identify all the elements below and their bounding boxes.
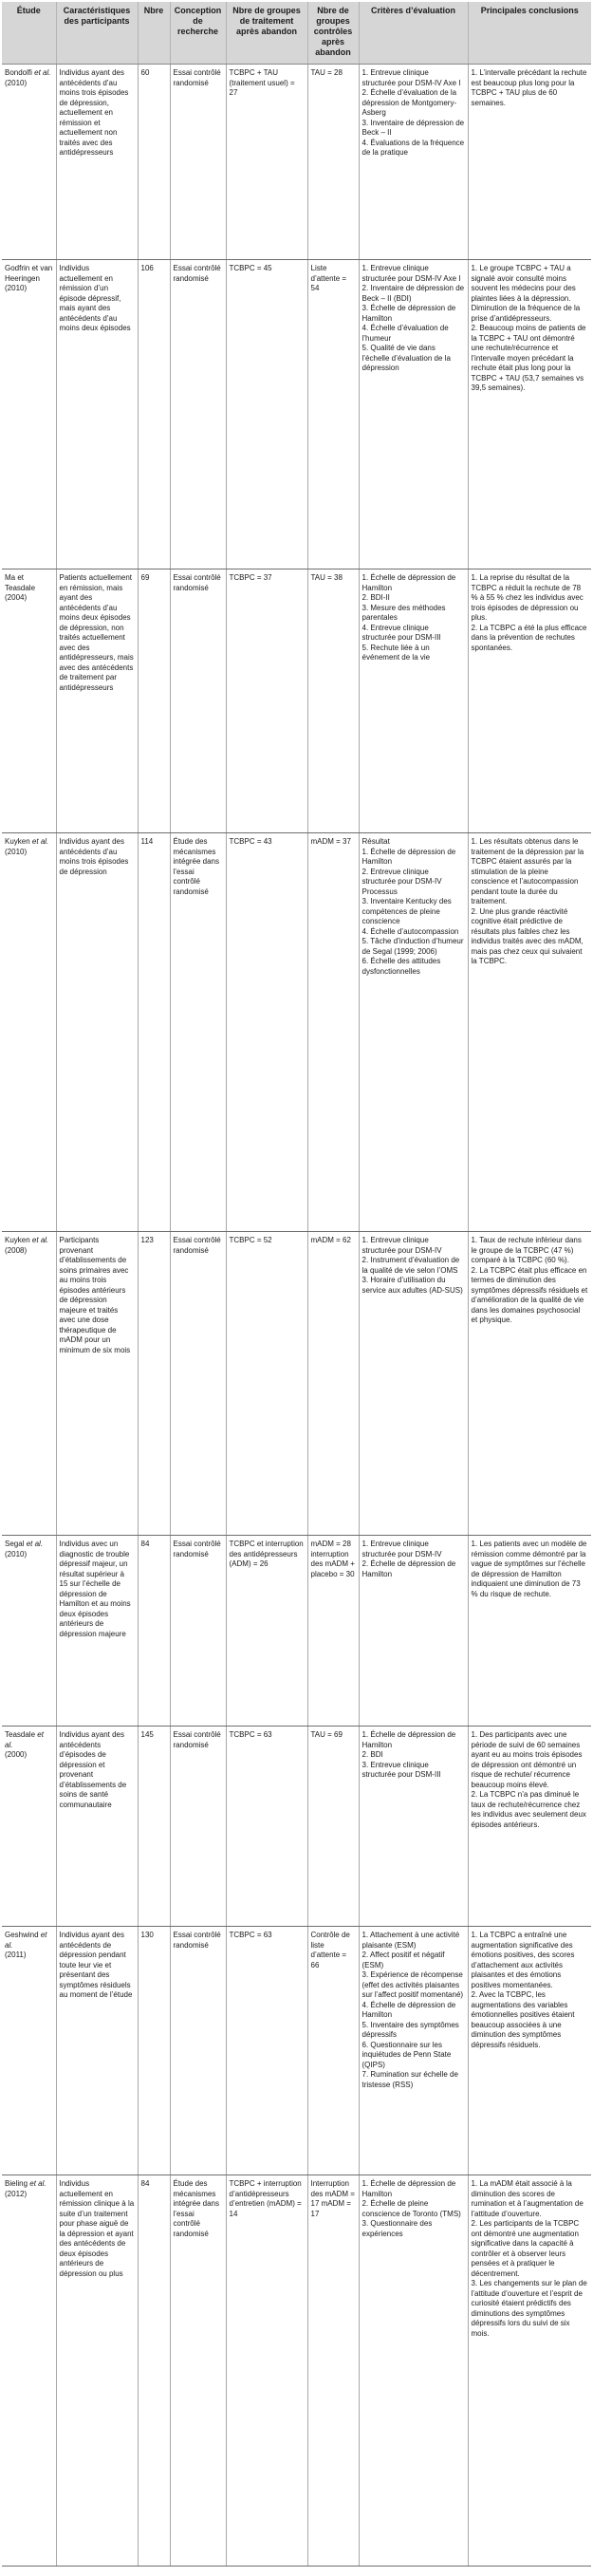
conclusions-cell xyxy=(468,65,591,260)
header-n: Nbre xyxy=(138,2,170,65)
n-cell: 84 xyxy=(138,2175,170,2567)
conclusions-cell xyxy=(468,260,591,569)
n-cell: 60 xyxy=(138,65,170,260)
study-author: Kuyken xyxy=(5,1236,30,1244)
study-etal: et al. xyxy=(29,2179,46,2188)
control-cell: Contrôle de liste d’attente = 66 xyxy=(307,1927,359,2175)
header-design: Conception de recherche xyxy=(170,2,226,65)
criteria-item: 6. Échelle des attitudes dysfonctionnelles xyxy=(361,957,441,976)
study-cell xyxy=(2,833,56,1232)
study-year: (2010) xyxy=(5,284,28,292)
conclusion-item: 1. Des participants avec une période de suivi de 60 semaines ayant eu au moins trois épisodes de dépression ont démontré un risque de rechute/ récurrence beaucoup moins élevé. xyxy=(471,1730,583,1789)
criteria-item: 3. Entrevue clinique structurée pour DSM-III xyxy=(361,1760,441,1779)
conclusion-item: 1. La mADM était associé à la diminution des scores de rumination et à l’augmentation de l’attitude d’ouverture. xyxy=(471,2179,584,2218)
conclusion-item: 2. La TCBPC n’a pas diminué le taux de rechute/récurrence chez les individus avec seulement deux épisodes antérieurs. xyxy=(471,1790,586,1829)
header-control: Nbre de groupes contrôles après abandon xyxy=(307,2,359,65)
criteria-item: 3. Mesure des méthodes parentales xyxy=(361,603,446,622)
design-cell: Essai contrôlé randomisé xyxy=(170,1232,226,1536)
criteria-item: 2. Échelle d’évaluation de la dépression de Montgomery-Asberg xyxy=(361,88,457,117)
participants-cell: Individus ayant des antécédents d’au moins trois épisodes de dépression, actuellement en rémission et actuellement non traités avec des antidépresseurs xyxy=(56,65,138,260)
criteria-cell xyxy=(359,2175,468,2567)
criteria-item: 3. Expérience de récompense (effet des activités plaisantes sur l’affect positif momentané) xyxy=(361,1970,464,1999)
design-cell: Essai contrôlé randomisé xyxy=(170,1927,226,2175)
criteria-item: 3. Horaire d’utilisation du service aux adultes (AD-SUS) xyxy=(361,1276,463,1295)
criteria-item: 5. Rechute liée à un événement de la vie xyxy=(361,643,431,662)
control-cell: TAU = 38 xyxy=(307,569,359,833)
conclusion-item: 2. Une plus grande réactivité cognitive était prédictive de résultats plus faibles chez les individus traités avec des mADM, mais pas chez ceux qui suivaient la TCBPC. xyxy=(471,906,584,965)
study-author: Godfrin et van Heeringen xyxy=(5,264,53,283)
criteria-item: 1. Entrevue clinique structurée pour DSM-IV Axe I xyxy=(361,264,461,283)
study-year: (2008) xyxy=(5,1245,28,1255)
study-year: (2000) xyxy=(5,1750,28,1759)
study-author: Geshwind xyxy=(5,1931,39,1939)
table-row xyxy=(2,1727,591,1927)
table-row xyxy=(2,2175,591,2567)
criteria-item: 4. Échelle d’autocompassion xyxy=(361,926,459,936)
participants-cell: Individus ayant des antécédents de dépression pendant toute leur vie et présentant des symptômes résiduels au moment de l’étude xyxy=(56,1927,138,2175)
study-cell xyxy=(2,2175,56,2567)
conclusions-cell xyxy=(468,569,591,833)
conclusions-cell xyxy=(468,1536,591,1727)
header-criteria: Critères d’évaluation xyxy=(359,2,468,65)
conclusions-cell xyxy=(468,2175,591,2567)
study-cell xyxy=(2,1536,56,1727)
design-cell: Étude des mécanismes intégrée dans l’essai contrôlé randomisé xyxy=(170,833,226,1232)
table-row xyxy=(2,833,591,1232)
criteria-item: 2. BDI-II xyxy=(361,593,390,602)
criteria-item: 7. Rumination sur échelle de tristesse (RSS) xyxy=(361,2070,458,2089)
conclusions-cell xyxy=(468,833,591,1232)
study-year: (2010) xyxy=(5,1549,28,1559)
conclusion-item: 1. Le groupe TCBPC + TAU a signalé avoir consulté moins souvent les médecins pour des plaintes liées à la dépression. Diminution de la fréquence de la prise d’antidépresseurs. xyxy=(471,264,581,323)
criteria-item: 4. Échelle d’évaluation de l’humeur xyxy=(361,324,449,343)
header-conclusions: Principales conclusions xyxy=(468,2,591,65)
study-etal: et al. xyxy=(26,1540,44,1548)
design-cell: Essai contrôlé randomisé xyxy=(170,1727,226,1927)
criteria-item: 3. Inventaire de dépression de Beck – II xyxy=(361,118,465,137)
n-cell: 123 xyxy=(138,1232,170,1536)
participants-cell: Individus avec un diagnostic de trouble dépressif majeur, un résultat supérieur à 15 sur l’échelle de dépression de Hamilton et au moins deux épisodes antérieurs de dépression majeure xyxy=(56,1536,138,1727)
participants-cell: Participants provenant d’établissements de soins primaires avec au moins trois épisodes antérieurs de dépression majeure et traités avec une dose thérapeutique de mADM pour un minimum de six mois xyxy=(56,1232,138,1536)
participants-cell: Individus ayant des antécédents d’épisodes de dépression et provenant d’établissements de soins de santé communautaire xyxy=(56,1727,138,1927)
treatment-cell: TCBPC = 52 xyxy=(226,1232,307,1536)
n-cell: 69 xyxy=(138,569,170,833)
study-cell xyxy=(2,569,56,833)
criteria-cell xyxy=(359,569,468,833)
criteria-item: 1. Échelle de dépression de Hamilton xyxy=(361,847,456,866)
header-participants: Caractéristiques des participants xyxy=(56,2,138,65)
criteria-cell xyxy=(359,1232,468,1536)
criteria-item: 2. Affect positif et négatif (ESM) xyxy=(361,1951,445,1969)
control-cell: Liste d’attente = 54 xyxy=(307,260,359,569)
criteria-cell xyxy=(359,65,468,260)
conclusion-item: 1. L’intervalle précédant la rechute est beaucoup plus long pour la TCBPC + TAU plus de 60 semaines. xyxy=(471,68,587,107)
criteria-cell xyxy=(359,833,468,1232)
study-cell xyxy=(2,1727,56,1927)
criteria-item: 1. Entrevue clinique structurée pour DSM-IV xyxy=(361,1236,442,1255)
conclusions-cell xyxy=(468,1232,591,1536)
criteria-item: Résultat xyxy=(361,837,390,846)
study-author: Segal xyxy=(5,1540,25,1548)
criteria-item: 2. BDI xyxy=(361,1750,383,1759)
criteria-item: 2. Instrument d’évaluation de la qualité de vie selon l’OMS xyxy=(361,1256,460,1275)
study-etal: et al. xyxy=(34,68,51,77)
table-row xyxy=(2,1232,591,1536)
criteria-item: 5. Inventaire des symptômes dépressifs xyxy=(361,2020,459,2039)
design-cell: Essai contrôlé randomisé xyxy=(170,65,226,260)
treatment-cell: TCBPC = 45 xyxy=(226,260,307,569)
study-author: Kuyken xyxy=(5,837,30,846)
conclusion-item: 2. La TCBPC a été la plus efficace dans la prévention de rechutes spontanées. xyxy=(471,623,587,652)
study-author: Teasdale xyxy=(5,1730,36,1739)
study-year: (2012) xyxy=(5,2189,28,2198)
control-cell: mADM = 28 interruption des mADM + placebo = 30 xyxy=(307,1536,359,1727)
study-cell xyxy=(2,260,56,569)
criteria-item: 2. Échelle de pleine conscience de Toronto (TMS) xyxy=(361,2199,461,2218)
treatment-cell: TCBPC = 63 xyxy=(226,1927,307,2175)
criteria-item: 2. Échelle de dépression de Hamilton xyxy=(361,1559,456,1578)
study-etal: et al. xyxy=(31,837,49,846)
study-year: (2011) xyxy=(5,1951,27,1959)
table-row xyxy=(2,65,591,260)
conclusion-item: 2. Beaucoup moins de patients de la TCBPC + TAU ont démontré une rechute/récurrence et l’intervalle moyen précédant la rechute était plus long pour la TCBPC + TAU (53,7 semaines vs 39,5 semaines). xyxy=(471,324,586,392)
criteria-item: 3. Échelle de dépression de Hamilton xyxy=(361,304,456,323)
studies-table xyxy=(2,2,591,2567)
header-treatment: Nbre de groupes de traitement après abandon xyxy=(226,2,307,65)
n-cell: 114 xyxy=(138,833,170,1232)
control-cell: Interruption des mADM = 17 mADM = 17 xyxy=(307,2175,359,2567)
criteria-item: 5. Tâche d’induction d’humeur de Segal (1999; 2006) xyxy=(361,937,464,956)
criteria-cell xyxy=(359,1536,468,1727)
table-row xyxy=(2,569,591,833)
study-cell xyxy=(2,65,56,260)
participants-cell: Patients actuellement en rémission, mais ayant des antécédents d’au moins deux épisodes de dépression, non traités actuellement avec des antidépresseurs, mais avec des antécédents de traitement par antidépresseurs xyxy=(56,569,138,833)
treatment-cell: TCBPC = 43 xyxy=(226,833,307,1232)
study-author: Ma et Teasdale xyxy=(5,573,36,592)
criteria-cell xyxy=(359,1727,468,1927)
n-cell: 130 xyxy=(138,1927,170,2175)
criteria-item: 2. Entrevue clinique structurée pour DSM-IV xyxy=(361,867,442,886)
header-row xyxy=(2,2,591,65)
criteria-item: Processus xyxy=(361,887,398,896)
conclusion-item: 2. Avec la TCBPC, les augmentations des variables émotionnelles positives étaient beaucoup associées à une diminution des symptômes dépressifs résiduels. xyxy=(471,1990,575,2049)
conclusion-item: 2. La TCBPC était plus efficace en termes de diminution des symptômes dépressifs résiduels et d’amélioration de la qualité de vie dans les domaines psychosocial et physique. xyxy=(471,1265,588,1324)
n-cell: 106 xyxy=(138,260,170,569)
criteria-item: 3. Inventaire Kentucky des compétences de pleine conscience xyxy=(361,897,452,925)
criteria-item: 1. Entrevue clinique structurée pour DSM-IV xyxy=(361,1540,442,1559)
participants-cell: Individus ayant des antécédents d’au moins trois épisodes de dépression xyxy=(56,833,138,1232)
conclusion-item: 1. Taux de rechute inférieur dans le groupe de la TCBPC (47 %) comparé à la TCBPC (60 %). xyxy=(471,1236,582,1264)
criteria-item: 6. Questionnaire sur les inquiétudes de Penn State (QIPS) xyxy=(361,2040,452,2069)
criteria-cell xyxy=(359,1927,468,2175)
conclusions-cell xyxy=(468,1727,591,1927)
n-cell: 84 xyxy=(138,1536,170,1727)
conclusion-item: 1. La reprise du résultat de la TCBPC a réduit la rechute de 78 % à 55 % chez les individus avec trois épisodes de dépression ou plus. xyxy=(471,573,584,622)
treatment-cell: TCBPC = 63 xyxy=(226,1727,307,1927)
study-year: (2010) xyxy=(5,847,28,856)
conclusion-item: 3. Les changements sur le plan de l’attitude d’ouverture et l’esprit de curiosité étaient prédictifs des diminutions des symptômes dépressifs lors du suivi de six mois. xyxy=(471,2279,587,2338)
study-year: (2004) xyxy=(5,593,28,602)
design-cell: Essai contrôlé randomisé xyxy=(170,569,226,833)
study-etal: et al. xyxy=(31,1236,49,1244)
study-author: Bieling xyxy=(5,2179,28,2188)
treatment-cell: TCBPC + interruption d’antidépresseurs d’entretien (mADM) = 14 xyxy=(226,2175,307,2567)
control-cell: mADM = 37 xyxy=(307,833,359,1232)
criteria-item: 2. Inventaire de dépression de Beck – II (BDI) xyxy=(361,284,465,303)
control-cell: TAU = 69 xyxy=(307,1727,359,1927)
table-body xyxy=(2,65,591,2567)
design-cell: Essai contrôlé randomisé xyxy=(170,260,226,569)
study-etal: et al. xyxy=(5,1931,47,1950)
criteria-item: 1. Échelle de dépression de Hamilton xyxy=(361,2179,456,2198)
treatment-cell: TCBPC + TAU (traitement usuel) = 27 xyxy=(226,65,307,260)
control-cell: TAU = 28 xyxy=(307,65,359,260)
study-cell xyxy=(2,1232,56,1536)
control-cell: mADM = 62 xyxy=(307,1232,359,1536)
design-cell: Essai contrôlé randomisé xyxy=(170,1536,226,1727)
criteria-item: 4. Échelle de dépression de Hamilton xyxy=(361,2000,456,2019)
participants-cell: Individus actuellement en rémission d’un épisode dépressif, mais ayant des antécédents d’au moins deux épisodes xyxy=(56,260,138,569)
conclusion-item: 1. Les patients avec un modèle de rémission comme démontré par la vague de symptômes sur l’échelle de dépression de Hamilton indiquaient une diminution de 73 % du risque de rechute. xyxy=(471,1540,587,1598)
treatment-cell: TCBPC = 37 xyxy=(226,569,307,833)
conclusion-item: 2. Les participants de la TCBPC ont démontré une augmentation significative dans la capacité à contrôler et à observer leurs pensées et à pratiquer le décentrement. xyxy=(471,2219,580,2278)
n-cell: 145 xyxy=(138,1727,170,1927)
study-author: Bondolfi xyxy=(5,68,32,77)
study-cell xyxy=(2,1927,56,2175)
header-study: Étude xyxy=(2,2,56,65)
table-row xyxy=(2,1536,591,1727)
study-etal: et al. xyxy=(5,1730,44,1749)
criteria-item: 4. Évaluations de la fréquence de la pratique xyxy=(361,138,465,157)
criteria-item: 5. Qualité de vie dans l’échelle d’évaluation de la dépression xyxy=(361,344,451,372)
design-cell: Étude des mécanismes intégrée dans l’essai contrôlé randomisé xyxy=(170,2175,226,2567)
criteria-item: 1. Entrevue clinique structurée pour DSM-IV Axe I xyxy=(361,68,461,87)
table-row xyxy=(2,260,591,569)
conclusion-item: 1. Les résultats obtenus dans le traitement de la dépression par la TCBPC étaient assurés par la stimulation de la pleine conscience et l’autocompassion pendant toute la durée du traitement. xyxy=(471,837,584,905)
conclusions-cell xyxy=(468,1927,591,2175)
table-row xyxy=(2,1927,591,2175)
criteria-item: 1. Attachement à une activité plaisante (ESM) xyxy=(361,1931,460,1950)
criteria-item: 4. Entrevue clinique structurée pour DSM-III xyxy=(361,623,441,642)
study-year: (2010) xyxy=(5,78,28,87)
conclusion-item: 1. La TCBPC a entraîné une augmentation significative des émotions positives, des scores d’attachement aux activités plaisantes et des émotions positives momentanées. xyxy=(471,1931,575,1989)
criteria-cell xyxy=(359,260,468,569)
treatment-cell: TCBPC et interruption des antidépresseurs (ADM) = 26 xyxy=(226,1536,307,1727)
criteria-item: 1. Échelle de dépression de Hamilton xyxy=(361,573,456,592)
criteria-item: 1. Échelle de dépression de Hamilton xyxy=(361,1730,456,1749)
participants-cell: Individus actuellement en rémission clinique à la suite d’un traitement pour phase aiguë de la dépression et ayant des antécédents de deux épisodes antérieurs de dépression ou plus xyxy=(56,2175,138,2567)
criteria-item: 3. Questionnaire des expériences xyxy=(361,2219,433,2238)
